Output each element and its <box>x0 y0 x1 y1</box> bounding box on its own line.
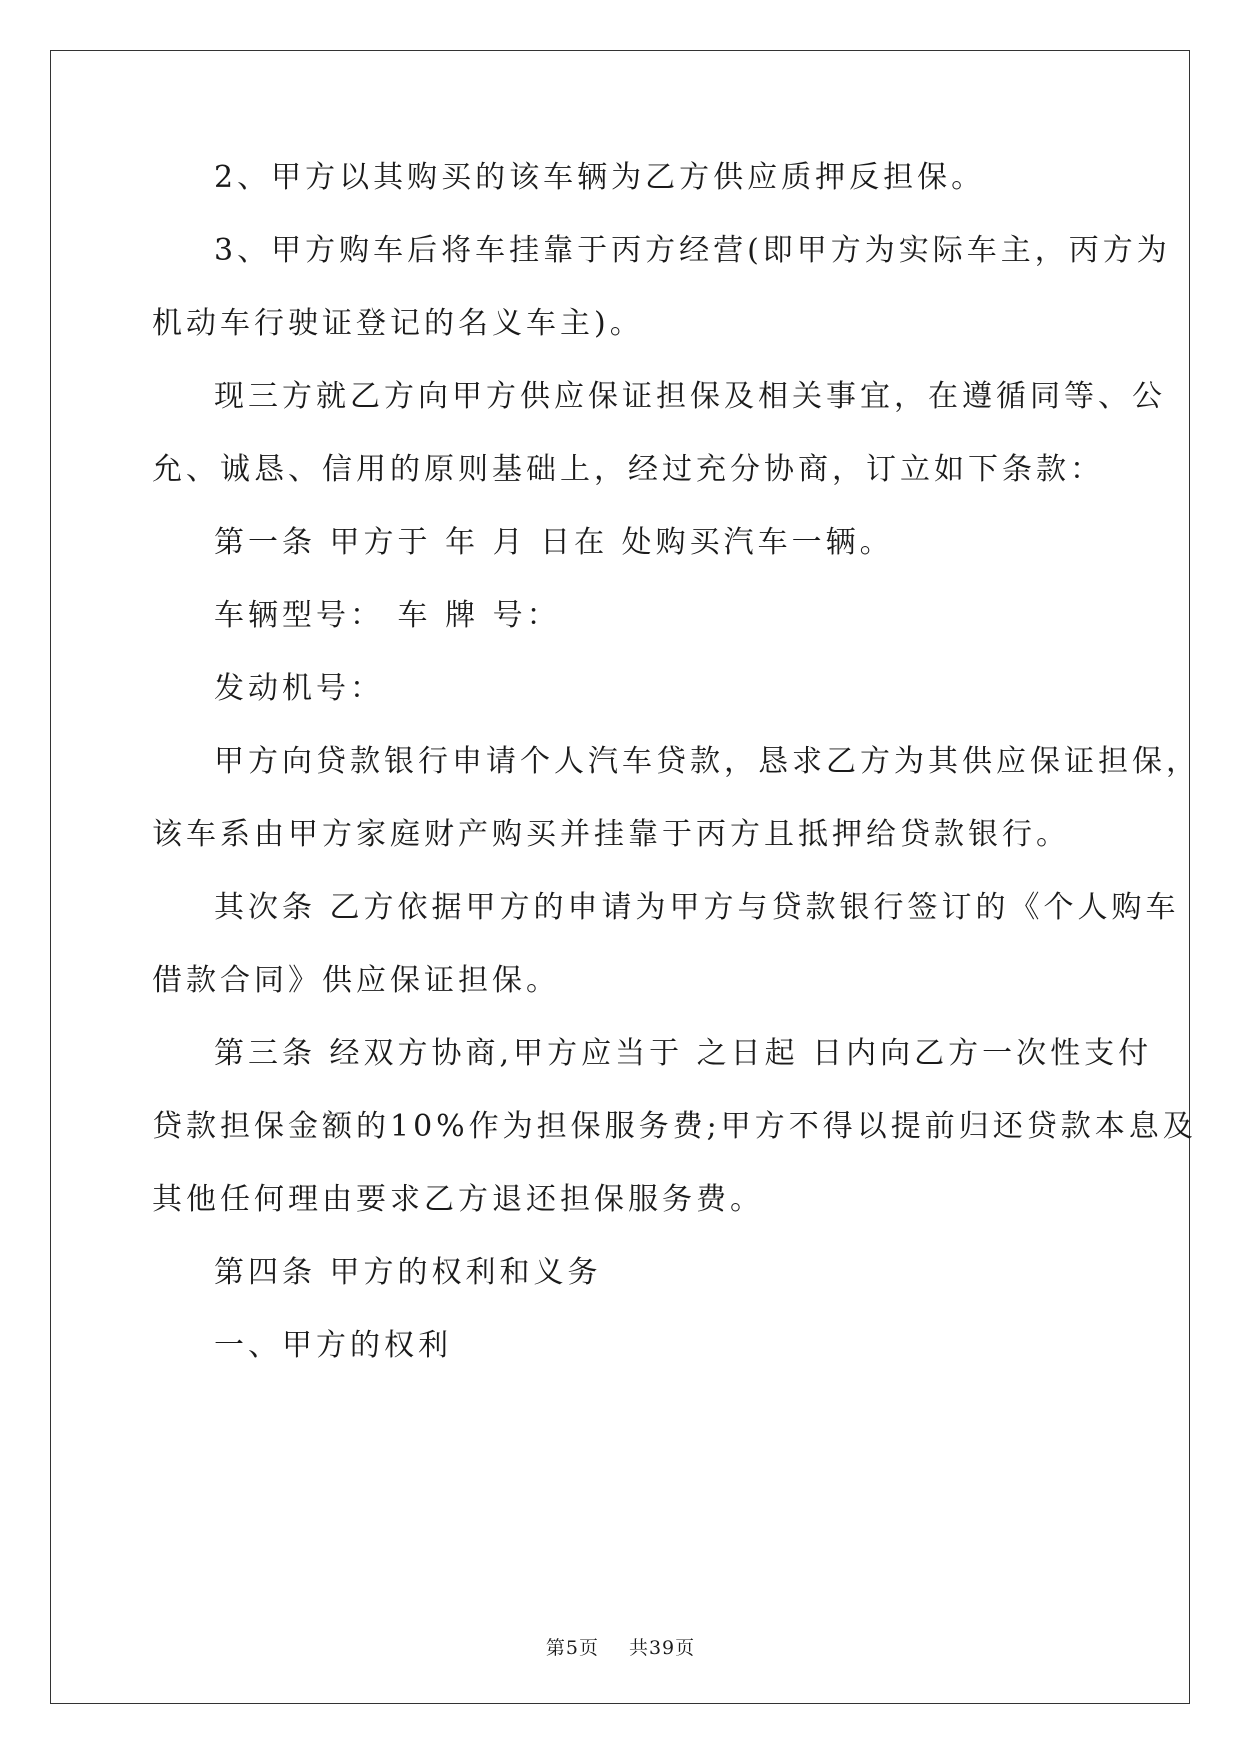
paragraph-line: 甲方向贷款银行申请个人汽车贷款，恳求乙方为其供应保证担保， <box>214 744 1200 779</box>
paragraph-line: 发动机号： <box>214 671 384 706</box>
paragraph-line: 借款合同》供应保证担保。 <box>152 963 560 998</box>
paragraph-line: 贷款担保金额的10%作为担保服务费;甲方不得以提前归还贷款本息及 <box>152 1109 1197 1144</box>
page-border <box>50 50 1190 1704</box>
page-total: 共39页 <box>628 1637 696 1659</box>
paragraph-line: 机动车行驶证登记的名义车主)。 <box>152 306 644 341</box>
paragraph-line: 2、甲方以其购买的该车辆为乙方供应质押反担保。 <box>214 160 986 195</box>
paragraph-line: 现三方就乙方向甲方供应保证担保及相关事宜，在遵循同等、公 <box>214 379 1166 414</box>
paragraph-line: 允、诚恳、信用的原则基础上，经过充分协商，订立如下条款： <box>152 452 1104 487</box>
paragraph-line: 第三条 经双方协商,甲方应当于 之日起 日内向乙方一次性支付 <box>214 1036 1153 1071</box>
paragraph-line: 第一条 甲方于 年 月 日在 处购买汽车一辆。 <box>214 525 894 560</box>
paragraph-line: 一、甲方的权利 <box>214 1328 452 1363</box>
paragraph-line: 3、甲方购车后将车挂靠于丙方经营(即甲方为实际车主，丙方为 <box>214 233 1171 268</box>
paragraph-line: 其他任何理由要求乙方退还担保服务费。 <box>152 1182 764 1217</box>
paragraph-line: 车辆型号： 车 牌 号： <box>214 598 561 633</box>
page-number: 第5页 <box>545 1637 599 1659</box>
page-footer <box>0 1633 1241 1660</box>
paragraph-line: 其次条 乙方依据甲方的申请为甲方与贷款银行签订的《个人购车 <box>214 890 1180 925</box>
paragraph-line: 第四条 甲方的权利和义务 <box>214 1255 602 1290</box>
paragraph-line: 该车系由甲方家庭财产购买并挂靠于丙方且抵押给贷款银行。 <box>152 817 1070 852</box>
